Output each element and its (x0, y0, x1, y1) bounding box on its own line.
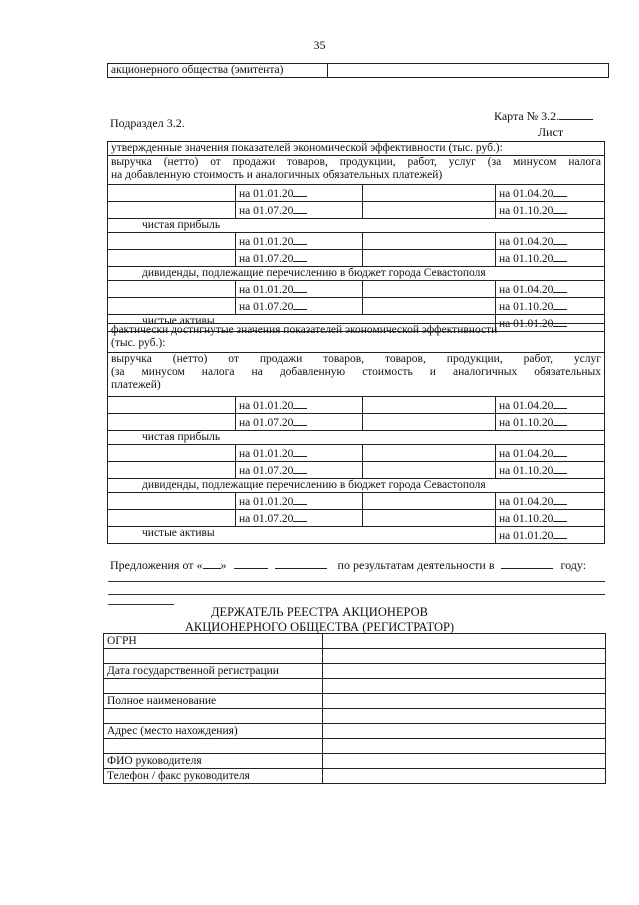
approved-revenue-line1: выручка (нетто) от продажи товаров, продукции, работ, услуг (за минусом налога (111, 156, 601, 168)
date-blank (293, 414, 307, 426)
table-row (108, 281, 605, 298)
date-cell (236, 493, 363, 510)
date-cell (236, 250, 363, 267)
date-blank (553, 233, 567, 245)
date-blank (293, 493, 307, 505)
date-cell (496, 462, 605, 479)
approved-heading: утвержденные значения показателей экономической эффективности (тыс. руб.): (108, 142, 605, 156)
card-label: Карта № 3.2. (494, 109, 560, 123)
table-row (108, 298, 605, 315)
registrar-title-line2: АКЦИОНЕРНОГО ОБЩЕСТВА (РЕГИСТРАТОР) (184, 620, 455, 634)
registrar-row-label: ФИО руководителя (104, 754, 323, 769)
table-row (104, 679, 606, 694)
date-cell (236, 445, 363, 462)
approved-indicators-table (107, 141, 605, 332)
registrar-title (0, 605, 639, 635)
table-row (108, 219, 605, 233)
date-blank (293, 202, 307, 214)
date-cell (496, 510, 605, 527)
table-row (104, 694, 606, 709)
registrar-table (103, 633, 606, 784)
table-row (104, 634, 606, 649)
date-blank (293, 298, 307, 310)
approved-profit-label: чистая прибыль (108, 219, 605, 233)
actual-profit-label: чистая прибыль (108, 431, 605, 445)
table-row (108, 479, 605, 493)
registrar-row-value (323, 754, 606, 769)
date-blank (553, 298, 567, 310)
actual-revenue-line2: (за минусом налога на добавленную стоимость и аналогичных обязательных (111, 366, 601, 378)
cell-empty (363, 281, 496, 298)
registrar-row-value (323, 679, 606, 694)
page-number: 35 (313, 38, 326, 52)
date-text: на 01.04.20 (499, 496, 554, 508)
table-row (108, 64, 609, 78)
table-row (108, 202, 605, 219)
date-blank (553, 510, 567, 522)
cell-empty (363, 462, 496, 479)
date-text: на 01.04.20 (499, 236, 554, 248)
cell-empty (108, 202, 236, 219)
cell-empty (108, 462, 236, 479)
proposal-year-blank (275, 557, 327, 569)
registrar-row-value (323, 664, 606, 679)
issuer-header-table (107, 63, 609, 78)
table-row (108, 445, 605, 462)
date-blank (293, 445, 307, 457)
cell-empty (363, 202, 496, 219)
date-cell (236, 414, 363, 431)
date-text: на 01.07.20 (239, 253, 294, 265)
date-text: на 01.01.20 (499, 530, 554, 542)
date-blank (553, 414, 567, 426)
approved-net-assets-label: чистые активы (108, 315, 496, 332)
cell-empty (363, 185, 496, 202)
table-row (108, 233, 605, 250)
table-row (104, 724, 606, 739)
cell-empty (108, 233, 236, 250)
cell-empty (108, 250, 236, 267)
date-cell (496, 281, 605, 298)
cell-empty (108, 414, 236, 431)
date-blank (553, 202, 567, 214)
date-text: на 01.01.20 (239, 236, 294, 248)
date-text: на 01.01.20 (239, 188, 294, 200)
proposal-day-blank (203, 557, 221, 569)
date-text: на 01.10.20 (499, 417, 554, 429)
date-text: на 01.01.20 (239, 284, 294, 296)
date-cell (236, 233, 363, 250)
date-cell (236, 397, 363, 414)
table-row (104, 769, 606, 784)
proposal-suffix: году: (560, 558, 587, 572)
date-blank (293, 281, 307, 293)
actual-heading-line1: фактически достигнутые значения показателей экономической эффективности (111, 324, 498, 336)
proposal-quote-close: » (220, 558, 227, 572)
registrar-row-value (323, 769, 606, 784)
table-row (108, 324, 605, 353)
date-text: на 01.01.20 (239, 400, 294, 412)
date-blank (293, 233, 307, 245)
approved-revenue-line2: на добавленную стоимость и аналогичных обязательных платежей) (111, 169, 443, 181)
sheet-label: Лист (538, 125, 564, 139)
proposal-middle: по результатам деятельности в (337, 558, 495, 572)
date-cell (236, 185, 363, 202)
cell-empty (108, 445, 236, 462)
registrar-row-label: Полное наименование (104, 694, 323, 709)
date-blank (293, 397, 307, 409)
date-text: на 01.01.20 (499, 318, 554, 330)
date-blank (553, 493, 567, 505)
date-text: на 01.10.20 (499, 205, 554, 217)
proposal-period-blank (501, 557, 553, 569)
date-cell (496, 493, 605, 510)
registrar-row-label: Дата государственной регистрации (104, 664, 323, 679)
cell-empty (108, 510, 236, 527)
registrar-row-label (104, 739, 323, 754)
actual-dividends-label: дивиденды, подлежащие перечислению в бюджет города Севастополя (108, 479, 605, 493)
date-text: на 01.01.20 (239, 448, 294, 460)
date-text: на 01.07.20 (239, 301, 294, 313)
date-cell (496, 445, 605, 462)
approved-revenue-label (108, 156, 605, 185)
cell-empty (108, 298, 236, 315)
cell-empty (363, 510, 496, 527)
date-text: на 01.04.20 (499, 400, 554, 412)
date-cell (496, 185, 605, 202)
date-cell (236, 510, 363, 527)
cell-empty (363, 250, 496, 267)
date-cell (496, 414, 605, 431)
subsection-label: Подраздел 3.2. (110, 116, 185, 130)
date-cell (236, 281, 363, 298)
table-row (104, 664, 606, 679)
date-blank (293, 250, 307, 262)
proposal-prefix: Предложения от « (110, 558, 203, 572)
registrar-row-label: Телефон / факс руководителя (104, 769, 323, 784)
date-blank (553, 185, 567, 197)
approved-dividends-label: дивиденды, подлежащие перечислению в бюджет города Севастополя (108, 267, 605, 281)
table-row (108, 156, 605, 185)
cell-empty (363, 493, 496, 510)
card-number-blank (559, 108, 593, 120)
date-cell (496, 397, 605, 414)
actual-heading (108, 324, 605, 353)
date-cell (496, 233, 605, 250)
date-cell (496, 202, 605, 219)
registrar-row-value (323, 724, 606, 739)
registrar-row-label (104, 679, 323, 694)
date-text: на 01.07.20 (239, 205, 294, 217)
date-text: на 01.07.20 (239, 513, 294, 525)
table-row (108, 431, 605, 445)
table-row (104, 754, 606, 769)
table-row (108, 267, 605, 281)
proposal-rule (108, 581, 605, 582)
cell-empty (363, 298, 496, 315)
date-text: на 01.07.20 (239, 465, 294, 477)
table-row (108, 250, 605, 267)
registrar-row-value (323, 694, 606, 709)
cell-empty (363, 414, 496, 431)
cell-empty (363, 445, 496, 462)
date-cell (236, 298, 363, 315)
registrar-row-value (323, 709, 606, 724)
actual-revenue-line1: выручка (нетто) от продажи товаров, товаров, продукции, работ, услуг (111, 353, 601, 365)
table-row (108, 185, 605, 202)
table-row (104, 739, 606, 754)
issuer-label: акционерного общества (эмитента) (108, 64, 328, 78)
issuer-value (328, 64, 609, 78)
card-number (494, 108, 593, 124)
table-row (108, 397, 605, 414)
date-text: на 01.10.20 (499, 253, 554, 265)
proposal-line (110, 557, 605, 573)
proposal-month-blank (234, 557, 268, 569)
date-blank (553, 445, 567, 457)
registrar-row-label: Адрес (место нахождения) (104, 724, 323, 739)
cell-empty (108, 397, 236, 414)
registrar-row-label (104, 649, 323, 664)
registrar-row-label (104, 709, 323, 724)
date-blank (293, 185, 307, 197)
date-text: на 01.10.20 (499, 301, 554, 313)
actual-net-assets-label: чистые активы (108, 527, 496, 544)
date-cell (496, 298, 605, 315)
table-row (108, 527, 605, 544)
date-text: на 01.04.20 (499, 284, 554, 296)
table-row (104, 709, 606, 724)
date-cell (236, 202, 363, 219)
date-blank (553, 462, 567, 474)
actual-indicators-table (107, 323, 605, 544)
registrar-row-value (323, 739, 606, 754)
actual-heading-line2: (тыс. руб.): (111, 337, 166, 349)
date-text: на 01.10.20 (499, 513, 554, 525)
date-text: на 01.01.20 (239, 496, 294, 508)
cell-empty (363, 233, 496, 250)
cell-empty (108, 185, 236, 202)
date-blank (293, 462, 307, 474)
registrar-title-line1: ДЕРЖАТЕЛЬ РЕЕСТРА АКЦИОНЕРОВ (211, 605, 428, 619)
date-blank (293, 510, 307, 522)
date-text: на 01.04.20 (499, 448, 554, 460)
table-row (104, 649, 606, 664)
actual-revenue-line3: платежей) (111, 379, 161, 391)
date-blank (553, 397, 567, 409)
table-row (108, 510, 605, 527)
date-text: на 01.04.20 (499, 188, 554, 200)
date-cell (236, 462, 363, 479)
table-row (108, 353, 605, 397)
table-row (108, 493, 605, 510)
date-cell (496, 527, 605, 544)
date-text: на 01.07.20 (239, 417, 294, 429)
registrar-row-value (323, 649, 606, 664)
date-text: на 01.10.20 (499, 465, 554, 477)
proposal-rule (108, 594, 605, 595)
table-row (108, 414, 605, 431)
cell-empty (363, 397, 496, 414)
table-row (108, 142, 605, 156)
registrar-row-value (323, 634, 606, 649)
date-blank (553, 281, 567, 293)
date-blank (553, 250, 567, 262)
registrar-row-label: ОГРН (104, 634, 323, 649)
date-cell (496, 250, 605, 267)
actual-revenue-label (108, 353, 605, 397)
cell-empty (108, 493, 236, 510)
cell-empty (108, 281, 236, 298)
table-row (108, 462, 605, 479)
date-blank (553, 527, 567, 539)
